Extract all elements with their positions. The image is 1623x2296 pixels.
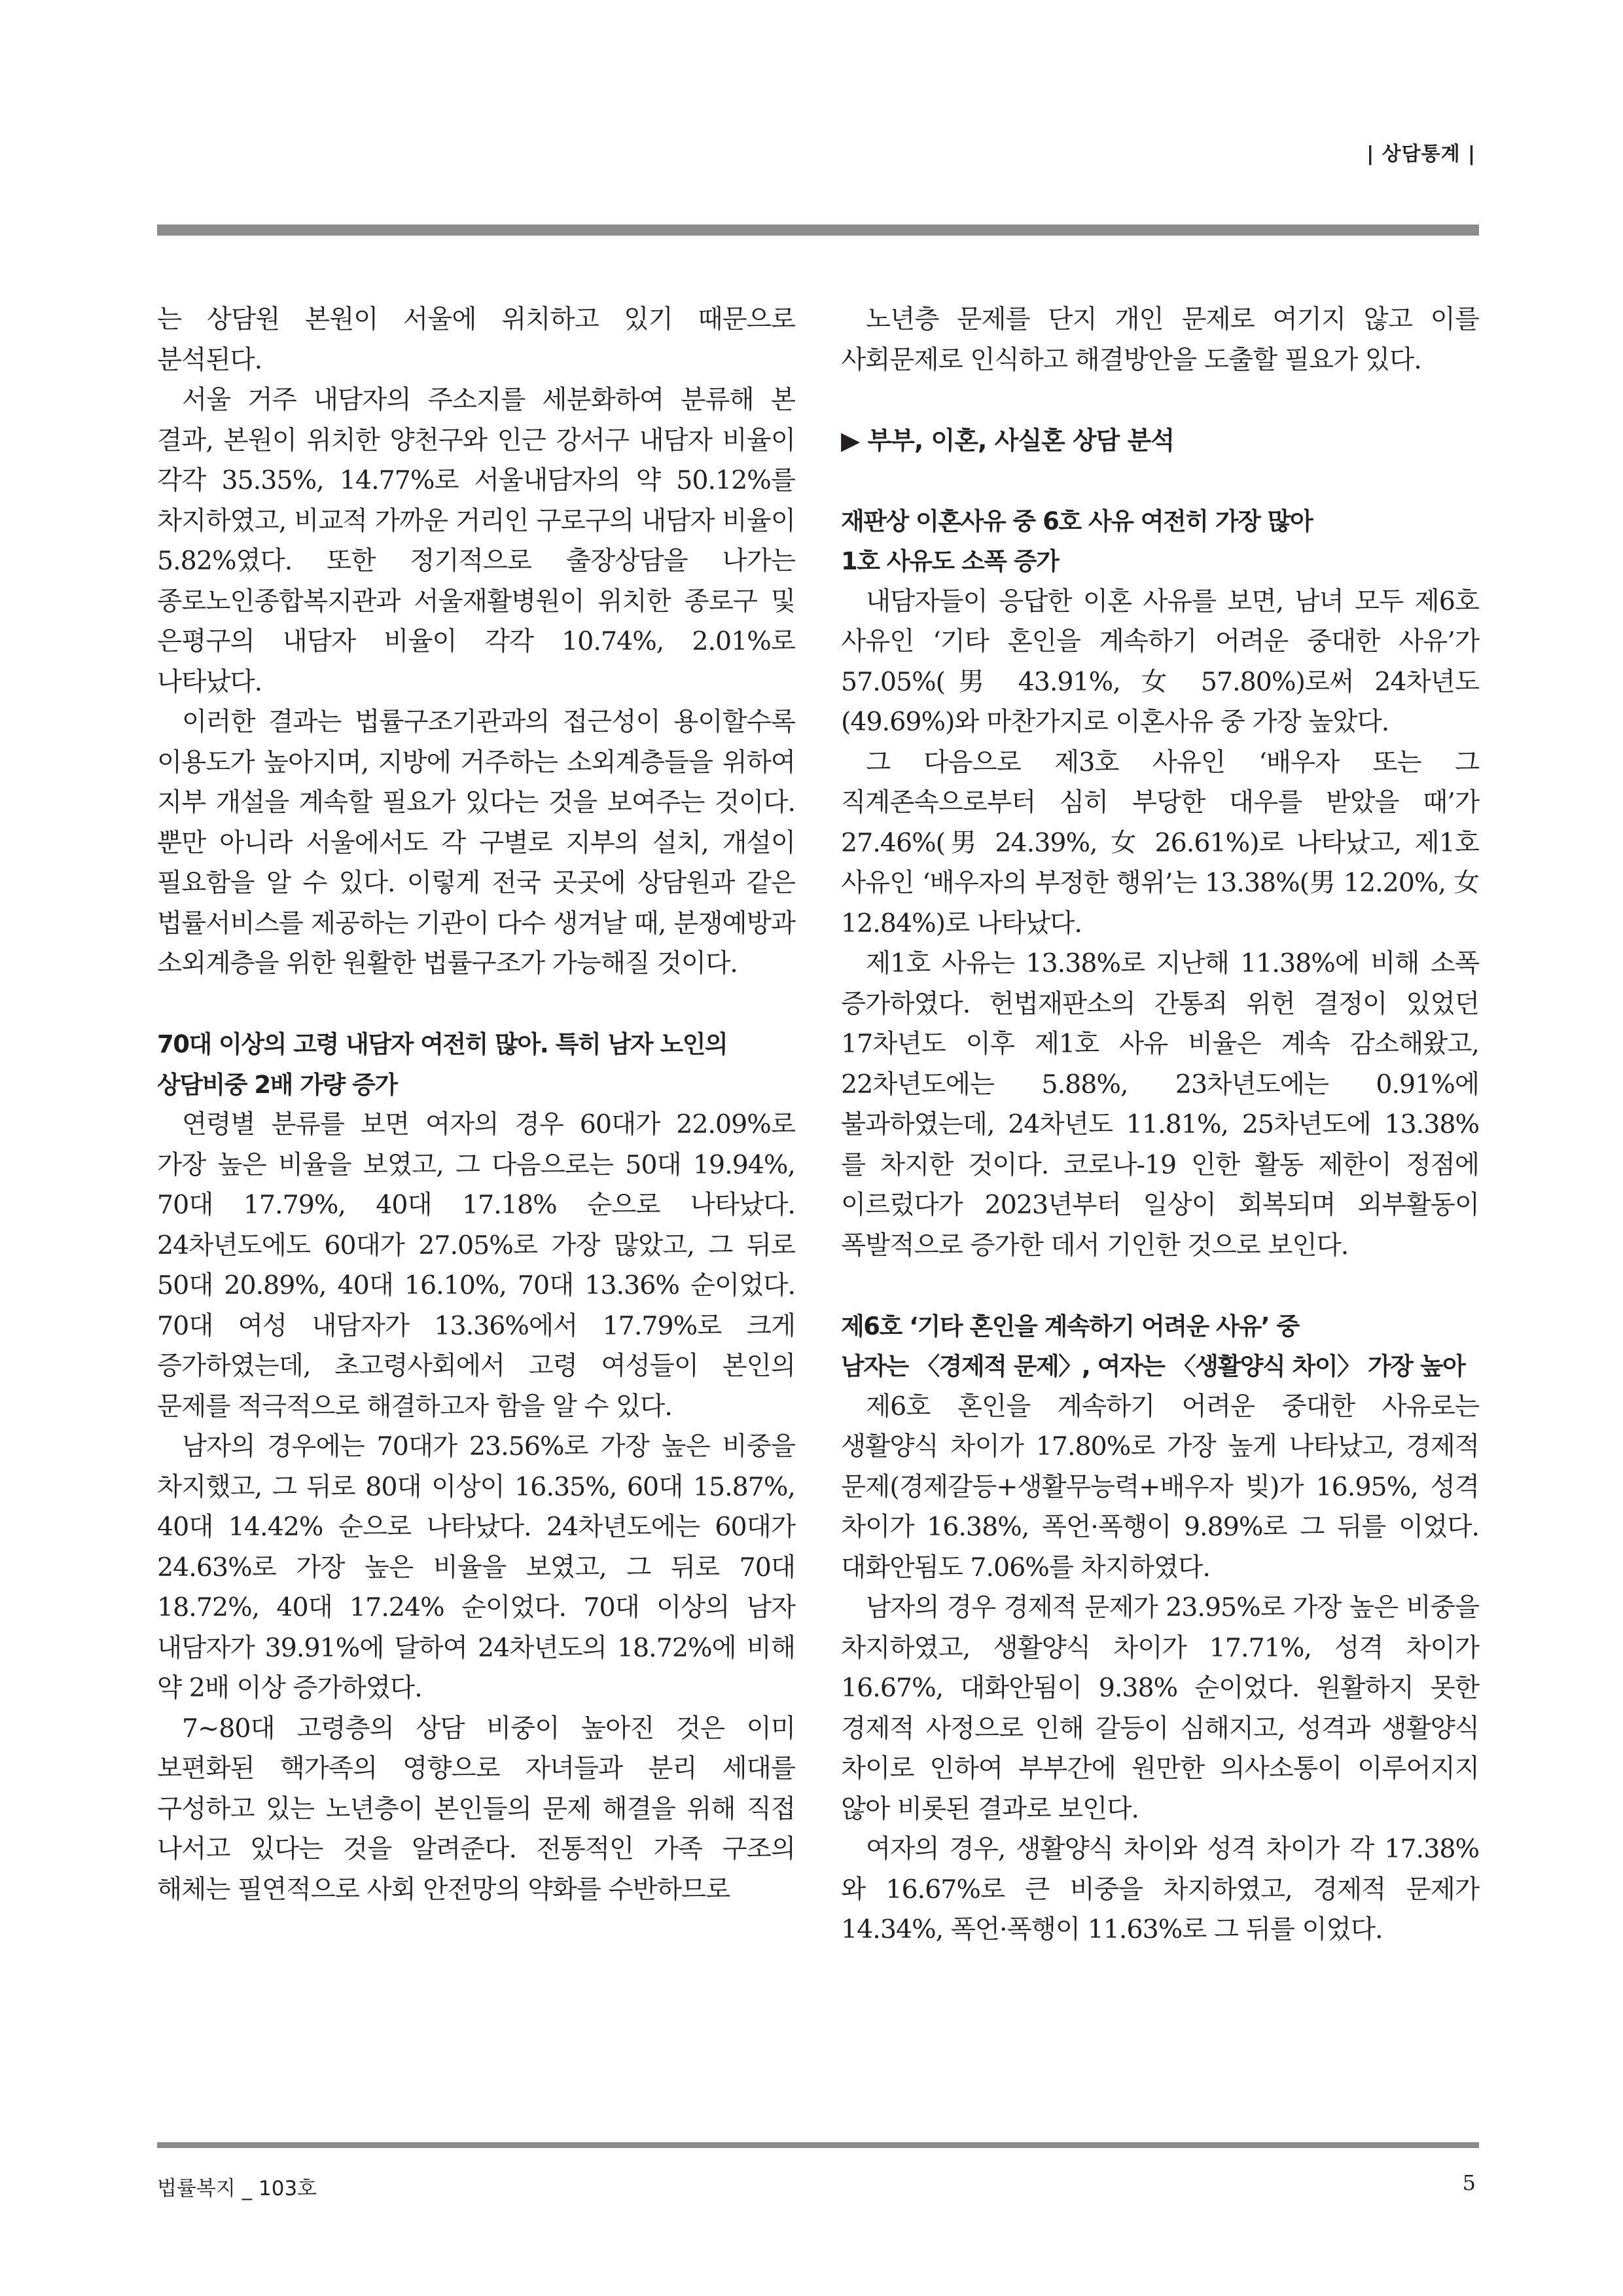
subheading: [841, 501, 1479, 582]
section-marker: ▶ 부부, 이혼, 사실혼 상담 분석: [841, 425, 1175, 455]
subheading-line: 제6호 ‘기타 혼인을 계속하기 어려운 사유’ 중: [841, 1312, 1299, 1340]
right-column: [841, 300, 1479, 1950]
section-tag: | 상담통계 |: [1366, 143, 1476, 166]
subheading: [157, 1024, 795, 1105]
body-paragraph: 내담자들이 응답한 이혼 사유를 보면, 남녀 모두 제6호 사유인 ‘기타 혼인을 계속하기 어려운 중대한 사유’가 57.05%(男 43.91%, 女 57.80%)로써 24차년도(49.69%)와 마찬가지로 이혼사유 중 가장 높았다.: [841, 586, 1479, 737]
body-paragraph: 서울 거주 내담자의 주소지를 세분화하여 분류해 본 결과, 본원이 위치한 양천구와 인근 강서구 내담자 비율이 각각 35.35%, 14.77%로 서울내담자의 약 50.12%를 차지하였고, 비교적 가까운 거리인 구로구의 내담자 비율이 5.82%였다. 또한 정기적으로 출장상담을 나가는 종로노인종합복지관과 서울재활병원이 위치한 종로구 및 은평구의 내담자 비율이 각각 10.74%, 2.01%로 나타났다.: [157, 385, 795, 697]
body-paragraph: 연령별 분류를 보면 여자의 경우 60대가 22.09%로 가장 높은 비율을 보였고, 그 다음으로는 50대 19.94%, 70대 17.79%, 40대 17.18% 순으로 나타났다. 24차년도에도 60대가 27.05%로 가장 많았고, 그 뒤로 50대 20.89%, 40대 16.10%, 70대 13.36% 순이었다. 70대 여성 내담자가 13.36%에서 17.79%로 크게 증가하였는데, 초고령사회에서 고령 여성들이 본인의 문제를 적극적으로 해결하고자 함을 알 수 있다.: [157, 1109, 795, 1422]
body-paragraph: 는 상담원 본원이 서울에 위치하고 있기 때문으로 분석된다.: [157, 304, 795, 375]
body-paragraph: 이러한 결과는 법률구조기관과의 접근성이 용이할수록 이용도가 높아지며, 지방에 거주하는 소외계층들을 위하여 지부 개설을 계속할 필요가 있다는 것을 보여주는 것이다. 뿐만 아니라 서울에서도 각 구별로 지부의 설치, 개설이 필요함을 알 수 있다. 이렇게 전국 곳곳에 상담원과 같은 법률서비스를 제공하는 기관이 다수 생겨날 때, 분쟁예방과 소외계층을 위한 원활한 법률구조가 가능해질 것이다.: [157, 707, 795, 978]
body-paragraph: 노년층 문제를 단지 개인 문제로 여기지 않고 이를 사회문제로 인식하고 해결방안을 도출할 필요가 있다.: [841, 304, 1479, 375]
footer-rule: [157, 2142, 1479, 2148]
left-column: [157, 300, 795, 1910]
body-paragraph: 여자의 경우, 생활양식 차이와 성격 차이가 각 17.38%와 16.67%로 큰 비중을 차지하였고, 경제적 문제가 14.34%, 폭언·폭행이 11.63%로 그 뒤를 이었다.: [841, 1834, 1479, 1945]
body-paragraph: 남자의 경우 경제적 문제가 23.95%로 가장 높은 비중을 차지하였고, 생활양식 차이가 17.71%, 성격 차이가 16.67%, 대화안됨이 9.38% 순이었다. 원활하지 못한 경제적 사정으로 인해 갈등이 심해지고, 성격과 생활양식 차이로 인하여 부부간에 원만한 의사소통이 이루어지지 않아 비롯된 결과로 보인다.: [841, 1592, 1479, 1824]
subheading-line: 남자는 〈경제적 문제〉, 여자는 〈생활양식 차이〉 가장 높아: [841, 1352, 1465, 1380]
publication-name: 법률복지 _ 103호: [157, 2177, 317, 2200]
body-paragraph: 제1호 사유는 13.38%로 지난해 11.38%에 비해 소폭 증가하였다. 헌법재판소의 간통죄 위헌 결정이 있었던 17차년도 이후 제1호 사유 비율은 계속 감소해왔고, 22차년도에는 5.88%, 23차년도에는 0.91%에 불과하였는데, 24차년도 11.81%, 25차년도에 13.38%를 차지한 것이다. 코로나-19 인한 활동 제한이 정점에 이르렀다가 2023년부터 일상이 회복되며 외부활동이 폭발적으로 증가한 데서 기인한 것으로 보인다.: [841, 948, 1479, 1261]
subheading-line: 재판상 이혼사유 중 6호 사유 여전히 가장 많아: [841, 507, 1313, 535]
header-rule: [157, 224, 1479, 236]
body-paragraph: 제6호 혼인을 계속하기 어려운 중대한 사유로는 생활양식 차이가 17.80%로 가장 높게 나타났고, 경제적 문제(경제갈등+생활무능력+배우자 빚)가 16.95%, 성격 차이가 16.38%, 폭언·폭행이 9.89%로 그 뒤를 이었다. 대화안됨도 7.06%를 차지하였다.: [841, 1391, 1479, 1583]
subheading-line: 상담비중 2배 가량 증가: [157, 1070, 397, 1099]
subheading-line: 1호 사유도 소폭 증가: [841, 547, 1059, 575]
body-paragraph: 남자의 경우에는 70대가 23.56%로 가장 높은 비중을 차지했고, 그 뒤로 80대 이상이 16.35%, 60대 15.87%, 40대 14.42% 순으로 나타났다. 24차년도에는 60대가 24.63%로 가장 높은 비율을 보였고, 그 뒤로 70대 18.72%, 40대 17.24% 순이었다. 70대 이상의 남자 내담자가 39.91%에 달하여 24차년도의 18.72%에 비해 약 2배 이상 증가하였다.: [157, 1431, 795, 1703]
body-paragraph: 그 다음으로 제3호 사유인 ‘배우자 또는 그 직계존속으로부터 심히 부당한 대우를 받았을 때’가 27.46%(男 24.39%, 女 26.61%)로 나타났고, 제1호 사유인 ‘배우자의 부정한 행위’는 13.38%(男 12.20%, 女 12.84%)로 나타났다.: [841, 747, 1479, 939]
body-paragraph: 7~80대 고령층의 상담 비중이 높아진 것은 이미 보편화된 핵가족의 영향으로 자녀들과 분리 세대를 구성하고 있는 노년층이 본인들의 문제 해결을 위해 직접 나서고 있다는 것을 알려준다. 전통적인 가족 구조의 해체는 필연적으로 사회 안전망의 약화를 수반하므로: [157, 1713, 795, 1905]
subheading-line: 70대 이상의 고령 내담자 여전히 많아. 특히 남자 노인의: [157, 1030, 728, 1058]
subheading: [841, 1306, 1479, 1387]
page-number: 5: [1462, 2170, 1476, 2195]
